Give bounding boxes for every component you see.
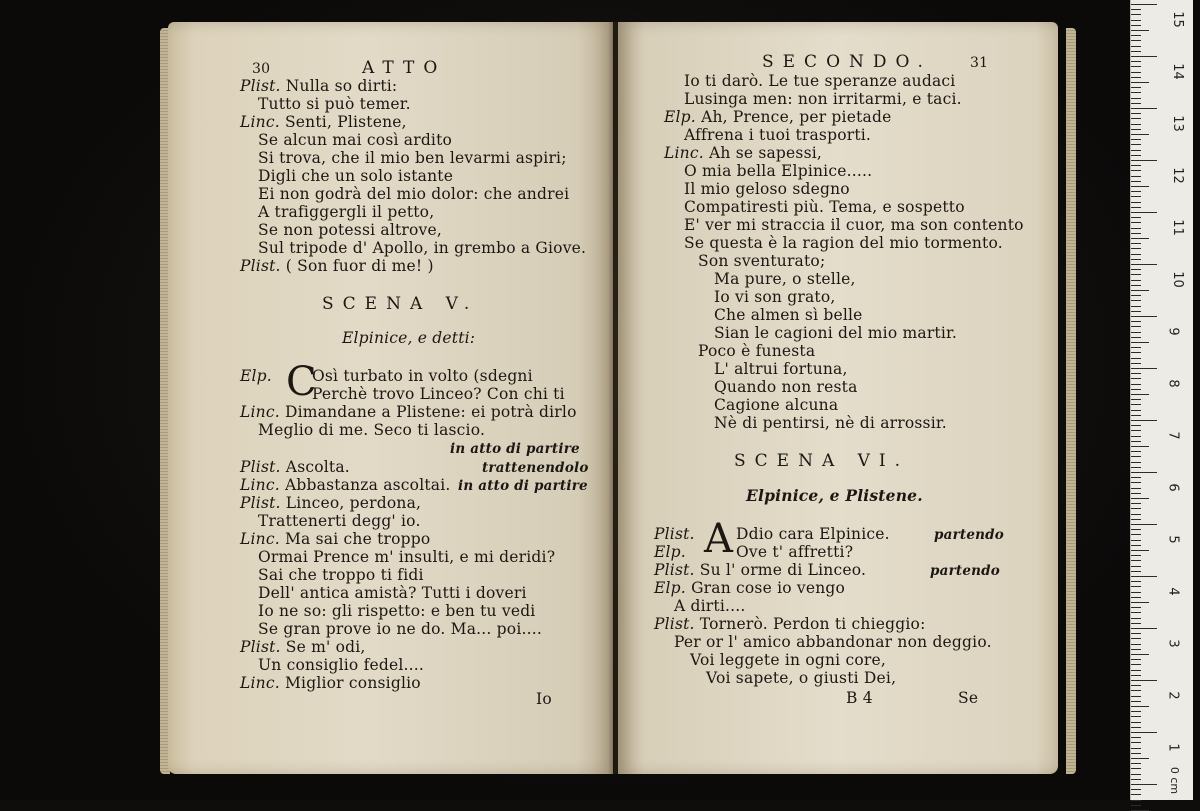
line-text: Tutto si può temer.: [258, 95, 411, 113]
line-text: Io ne so: gli rispetto: e ben tu vedi: [258, 602, 536, 620]
line-text: Il mio geloso sdegno: [684, 180, 850, 198]
ruler-tick: [1131, 176, 1141, 177]
ruler-tick: [1131, 659, 1141, 660]
ruler-tick: [1131, 415, 1141, 416]
ruler-tick: [1131, 789, 1141, 790]
speaker: Plist.: [240, 257, 281, 275]
ruler-tick: [1131, 191, 1141, 192]
ruler-tick: [1131, 607, 1141, 608]
ruler-tick: [1131, 540, 1141, 541]
ruler-tick: [1131, 503, 1141, 504]
line-text: Se gran prove io ne do. Ma... poi....: [258, 620, 542, 638]
ruler-tick: [1131, 108, 1157, 109]
ruler-tick: [1131, 326, 1141, 327]
ruler-tick: [1131, 706, 1149, 707]
ruler-tick: [1131, 576, 1157, 577]
speaker: Plist.: [240, 77, 281, 95]
ruler-tick: [1131, 399, 1141, 400]
line-text: Tornerò. Perdon ti chieggio:: [699, 615, 926, 633]
speaker: Elp.: [240, 367, 272, 385]
ruler-tick: [1131, 316, 1157, 317]
ruler-tick: [1131, 784, 1157, 785]
ruler-tick: [1131, 794, 1141, 795]
ruler-tick: [1131, 623, 1141, 624]
ruler-tick: [1131, 196, 1141, 197]
ruler-tick: [1131, 664, 1141, 665]
ruler-tick: [1131, 384, 1141, 385]
ruler-tick: [1131, 488, 1141, 489]
ruler-tick: [1131, 181, 1141, 182]
ruler-tick: [1131, 675, 1141, 676]
ruler-tick: [1131, 753, 1141, 754]
ruler-tick: [1131, 342, 1149, 343]
ruler-tick: [1131, 514, 1141, 515]
ruler-tick: [1131, 165, 1141, 166]
ruler-number: 13: [1169, 115, 1185, 132]
ruler-tick: [1131, 20, 1141, 21]
left-running-head: ATTO: [362, 58, 447, 78]
ruler-tick: [1131, 352, 1141, 353]
ruler-tick: [1131, 269, 1141, 270]
ruler-tick: [1131, 87, 1141, 88]
ruler-tick: [1131, 98, 1141, 99]
ruler-tick: [1131, 118, 1141, 119]
line-text: Lusinga men: non irritarmi, e taci.: [684, 90, 962, 108]
ruler-tick: [1131, 82, 1149, 83]
line-text: Poco è funesta: [698, 342, 816, 360]
ruler-tick: [1131, 680, 1157, 681]
ruler-tick: [1131, 430, 1141, 431]
ruler-tick: [1131, 763, 1141, 764]
ruler-tick: [1131, 9, 1141, 10]
scene-characters: Elpinice, e Plistene.: [746, 486, 923, 505]
ruler-tick: [1131, 56, 1157, 57]
ruler-tick: [1131, 566, 1141, 567]
ruler-tick: [1131, 66, 1141, 67]
ruler-tick: [1131, 581, 1141, 582]
ruler-tick: [1131, 649, 1141, 650]
stage-direction: trattenendolo: [482, 460, 589, 476]
ruler-tick: [1131, 550, 1149, 551]
left-page: [168, 22, 613, 774]
ruler-number: 5: [1165, 535, 1181, 544]
line-text: Ma sai che troppo: [284, 530, 431, 548]
ruler-tick: [1131, 186, 1149, 187]
ruler-tick: [1131, 285, 1141, 286]
speaker: Elp.: [654, 543, 686, 561]
stage-direction: partendo: [930, 563, 1000, 579]
ruler-tick: [1131, 644, 1141, 645]
line-text: Digli che un solo istante: [258, 167, 454, 185]
ruler-tick: [1131, 436, 1141, 437]
ruler-tick: [1131, 722, 1141, 723]
line-text: O mia bella Elpinice.....: [684, 162, 873, 180]
ruler-tick: [1131, 696, 1141, 697]
line-text: Meglio di me. Seco ti lascio.: [258, 421, 486, 439]
speaker: Linc.: [240, 476, 280, 494]
ruler-tick: [1131, 493, 1141, 494]
line-text: Dell' antica amistà? Tutti i doveri: [258, 584, 527, 602]
ruler-tick: [1131, 373, 1141, 374]
ruler-tick: [1131, 144, 1141, 145]
ruler-number: 3: [1165, 639, 1181, 648]
ruler-tick: [1131, 35, 1141, 36]
ruler-tick: [1131, 701, 1141, 702]
ruler-tick: [1131, 472, 1157, 473]
ruler-tick: [1131, 508, 1141, 509]
ruler-tick: [1131, 254, 1141, 255]
ruler-tick: [1131, 462, 1141, 463]
signature-mark: B 4: [846, 689, 873, 707]
speaker: Plist.: [654, 525, 695, 543]
ruler-tick: [1131, 519, 1141, 520]
speaker: Plist.: [654, 615, 695, 633]
ruler-tick: [1131, 779, 1141, 780]
line-text: ( Son fuor di me! ): [285, 257, 434, 275]
catchword: Io: [536, 690, 552, 708]
speaker: Linc.: [664, 144, 704, 162]
ruler-tick: [1131, 774, 1141, 775]
ruler-tick: [1131, 4, 1157, 5]
ruler-tick: [1131, 748, 1141, 749]
ruler-tick: [1131, 410, 1141, 411]
ruler-tick: [1131, 155, 1141, 156]
line-text: Gran cose io vengo: [691, 579, 846, 597]
ruler-tick: [1131, 248, 1141, 249]
line-text: Ddio cara Elpinice.: [736, 525, 890, 543]
ruler-number: 11: [1169, 219, 1185, 236]
ruler-tick: [1131, 633, 1141, 634]
ruler-tick: [1131, 404, 1141, 405]
right-running-head: SECONDO.: [762, 52, 932, 72]
ruler-tick: [1131, 103, 1141, 104]
line-text: Osì turbato in volto (sdegni: [312, 367, 533, 385]
ruler-tick: [1131, 160, 1157, 161]
ruler-tick: [1131, 711, 1141, 712]
line-text: Nè di pentirsi, nè di arrossir.: [714, 414, 947, 432]
ruler-tick: [1131, 441, 1141, 442]
ruler-tick: [1131, 670, 1141, 671]
line-text: Per or l' amico abbandonar non deggio.: [674, 633, 992, 651]
speaker: Linc.: [240, 113, 280, 131]
line-text: A dirti....: [674, 597, 746, 615]
line-text: Ove t' affretti?: [736, 543, 854, 561]
line-text: Abbastanza ascoltai.: [284, 476, 451, 494]
ruler-tick: [1131, 170, 1141, 171]
ruler-number: 14: [1169, 63, 1185, 80]
ruler-tick: [1131, 113, 1141, 114]
ruler-tick: [1131, 737, 1141, 738]
ruler-tick: [1131, 560, 1141, 561]
ruler-tick: [1131, 222, 1141, 223]
scene-heading: SCENA V.: [322, 294, 479, 314]
drop-cap: A: [704, 516, 733, 562]
ruler-tick: [1131, 212, 1157, 213]
ruler-tick: [1131, 295, 1141, 296]
line-text: Ma pure, o stelle,: [714, 270, 856, 288]
ruler-tick: [1131, 586, 1141, 587]
ruler-tick: [1131, 259, 1141, 260]
stage-direction: partendo: [934, 527, 1004, 543]
ruler-tick: [1131, 555, 1141, 556]
ruler-number: 2: [1165, 691, 1181, 700]
ruler-tick: [1131, 228, 1141, 229]
ruler-tick: [1131, 477, 1141, 478]
ruler-tick: [1131, 690, 1141, 691]
ruler-tick: [1131, 332, 1141, 333]
ruler-tick: [1131, 46, 1141, 47]
line-text: Voi leggete in ogni core,: [690, 651, 886, 669]
ruler-tick: [1131, 612, 1141, 613]
line-text: L' altrui fortuna,: [714, 360, 848, 378]
left-page-number: 30: [252, 61, 271, 77]
line-text: Si trova, che il mio ben levarmi aspiri;: [258, 149, 567, 167]
line-text: Cagione alcuna: [714, 396, 839, 414]
line-text: Se non potessi altrove,: [258, 221, 443, 239]
ruler-tick: [1131, 498, 1149, 499]
right-page: [618, 22, 1058, 774]
line-text: Un consiglio fedel....: [258, 656, 425, 674]
scene-heading: SCENA VI.: [734, 451, 910, 471]
open-book: [168, 22, 1068, 782]
line-text: Affrena i tuoi trasporti.: [684, 126, 872, 144]
line-text: Dimandane a Plistene: ei potrà dirlo: [284, 403, 577, 421]
ruler-tick: [1131, 597, 1141, 598]
ruler-number: 10: [1169, 271, 1185, 288]
speaker: Plist.: [240, 494, 281, 512]
ruler-tick: [1131, 628, 1157, 629]
speaker: Linc.: [240, 674, 280, 692]
line-text: Linceo, perdona,: [285, 494, 422, 512]
line-text: Che almen sì belle: [714, 306, 863, 324]
ruler-tick: [1131, 618, 1141, 619]
ruler-tick: [1131, 311, 1141, 312]
speaker: Linc.: [240, 403, 280, 421]
speaker: Elp.: [654, 579, 686, 597]
ruler-tick: [1131, 337, 1141, 338]
ruler-tick: [1131, 805, 1141, 806]
line-text: Miglior consiglio: [284, 674, 421, 692]
ruler-tick: [1131, 768, 1141, 769]
line-text: Sian le cagioni del mio martir.: [714, 324, 958, 342]
speaker: Plist.: [240, 458, 281, 476]
ruler-tick: [1131, 233, 1141, 234]
ruler-tick: [1131, 129, 1141, 130]
line-text: Io ti darò. Le tue speranze audaci: [684, 72, 956, 90]
ruler-unit-label: 0 cm: [1168, 766, 1182, 795]
line-text: Ah se sapessi,: [708, 144, 823, 162]
ruler-tick: [1131, 602, 1149, 603]
ruler-tick: [1131, 238, 1149, 239]
right-page-edge: [1066, 28, 1076, 774]
ruler-tick: [1131, 25, 1141, 26]
ruler-tick: [1131, 368, 1157, 369]
line-text: E' ver mi straccia il cuor, ma son contento: [684, 216, 1024, 234]
ruler-tick: [1131, 529, 1141, 530]
ruler-tick: [1131, 290, 1149, 291]
line-text: Voi sapete, o giusti Dei,: [706, 669, 897, 687]
line-text: Ascolta.: [285, 458, 350, 476]
line-text: Sul tripode d' Apollo, in grembo a Giove.: [258, 239, 587, 257]
ruler-tick: [1131, 638, 1141, 639]
ruler-tick: [1131, 347, 1141, 348]
ruler-number: 1: [1165, 743, 1181, 752]
ruler-number: 8: [1165, 379, 1181, 388]
right-page-number: 31: [970, 55, 989, 71]
ruler-tick: [1131, 306, 1141, 307]
ruler-tick: [1131, 300, 1141, 301]
ruler-number: 15: [1169, 11, 1185, 28]
line-text: Io vi son grato,: [714, 288, 836, 306]
ruler-tick: [1131, 685, 1141, 686]
ruler-tick: [1131, 456, 1141, 457]
line-text: A trafiggergli il petto,: [258, 203, 435, 221]
ruler-tick: [1131, 51, 1141, 52]
line-text: Se questa è la ragion del mio tormento.: [684, 234, 1003, 252]
speaker: Elp.: [664, 108, 696, 126]
line-text: Quando non resta: [714, 378, 858, 396]
ruler-tick: [1131, 321, 1141, 322]
line-text: Perchè trovo Linceo? Con chi ti: [312, 385, 565, 403]
ruler-tick: [1131, 378, 1141, 379]
stage-direction: in atto di partire: [450, 441, 580, 457]
ruler-tick: [1131, 124, 1141, 125]
speaker: Linc.: [240, 530, 280, 548]
ruler-tick: [1131, 394, 1149, 395]
speaker: Plist.: [240, 638, 281, 656]
ruler-tick: [1131, 534, 1141, 535]
ruler-tick: [1131, 92, 1141, 93]
line-text: Se alcun mai così ardito: [258, 131, 453, 149]
scene-characters: Elpinice, e detti:: [342, 329, 476, 347]
ruler-tick: [1131, 264, 1157, 265]
ruler-number: 7: [1165, 431, 1181, 440]
ruler-tick: [1131, 524, 1157, 525]
ruler-tick: [1131, 571, 1141, 572]
measuring-ruler: [1130, 0, 1193, 800]
line-text: Senti, Plistene,: [284, 113, 407, 131]
ruler-tick: [1131, 467, 1141, 468]
ruler-tick: [1131, 592, 1141, 593]
ruler-tick: [1131, 202, 1141, 203]
ruler-tick: [1131, 139, 1141, 140]
line-text: Se m' odi,: [285, 638, 366, 656]
ruler-tick: [1131, 654, 1149, 655]
ruler-tick: [1131, 14, 1141, 15]
line-text: Compatiresti più. Tema, e sospetto: [684, 198, 965, 216]
line-text: Su l' orme di Linceo.: [699, 561, 867, 579]
ruler-tick: [1131, 150, 1141, 151]
ruler-tick: [1131, 758, 1149, 759]
ruler-tick: [1131, 243, 1141, 244]
ruler-number: 9: [1165, 327, 1181, 336]
ruler-tick: [1131, 280, 1141, 281]
ruler-tick: [1131, 742, 1141, 743]
ruler-tick: [1131, 217, 1141, 218]
ruler-tick: [1131, 425, 1141, 426]
ruler-tick: [1131, 446, 1149, 447]
line-text: Sai che troppo ti fidi: [258, 566, 424, 584]
line-text: Son sventurato;: [698, 252, 826, 270]
ruler-tick: [1131, 727, 1141, 728]
ruler-tick: [1131, 61, 1141, 62]
ruler-tick: [1131, 716, 1141, 717]
ruler-tick: [1131, 358, 1141, 359]
ruler-tick: [1131, 451, 1141, 452]
ruler-tick: [1131, 77, 1141, 78]
ruler-tick: [1131, 389, 1141, 390]
ruler-tick: [1131, 72, 1141, 73]
line-text: Nulla so dirti:: [285, 77, 398, 95]
catchword: Se: [958, 689, 979, 707]
ruler-tick: [1131, 274, 1141, 275]
ruler-tick: [1131, 363, 1141, 364]
ruler-number: 4: [1165, 587, 1181, 596]
ruler-number: 12: [1169, 167, 1185, 184]
line-text: Trattenerti degg' io.: [258, 512, 421, 530]
ruler-tick: [1131, 420, 1157, 421]
ruler-tick: [1131, 207, 1141, 208]
ruler-tick: [1131, 482, 1141, 483]
speaker: Plist.: [654, 561, 695, 579]
stage-direction: in atto di partire: [458, 478, 588, 494]
ruler-tick: [1131, 30, 1149, 31]
line-text: Ei non godrà del mio dolor: che andrei: [258, 185, 570, 203]
ruler-tick: [1131, 134, 1149, 135]
line-text: Ah, Prence, per pietade: [701, 108, 892, 126]
drop-cap: C: [286, 359, 317, 405]
ruler-number: 6: [1165, 483, 1181, 492]
line-text: Ormai Prence m' insulti, e mi deridi?: [258, 548, 556, 566]
ruler-tick: [1131, 732, 1157, 733]
ruler-tick: [1131, 545, 1141, 546]
ruler-tick: [1131, 40, 1141, 41]
